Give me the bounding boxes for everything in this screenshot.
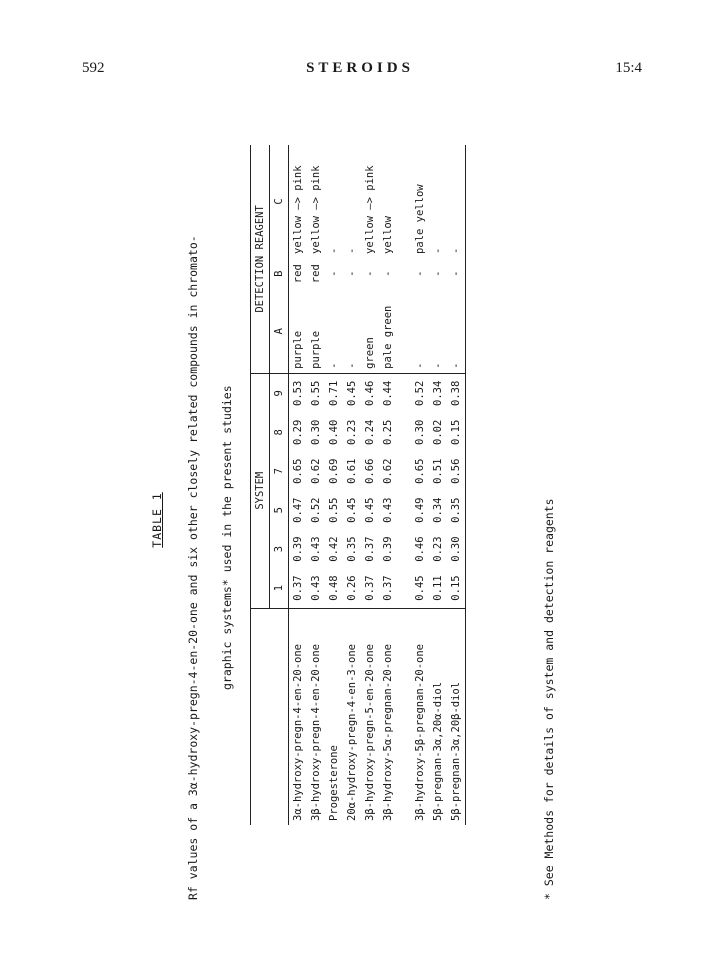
rf-value: 0.15 xyxy=(447,413,466,452)
rf-value: 0.62 xyxy=(310,458,322,484)
rf-value: 0.49 xyxy=(414,497,426,523)
rf-value: 0.15 xyxy=(447,569,466,609)
reagent-color: green xyxy=(361,289,379,373)
reagent-color: - xyxy=(346,247,358,254)
col-system-8: 8 xyxy=(270,413,289,452)
compound-name: Progesterone xyxy=(328,745,340,821)
table-body xyxy=(289,145,466,825)
rotated-table-block xyxy=(150,140,570,900)
rf-value: 0.71 xyxy=(328,380,340,406)
rf-value: 0.39 xyxy=(382,536,394,562)
rf-value: 0.45 xyxy=(411,569,429,609)
table-row xyxy=(289,145,308,825)
col-system-3: 3 xyxy=(270,530,289,569)
reagent-color: - xyxy=(432,247,444,254)
reagent-color: yellow xyxy=(382,216,394,254)
rf-value: 0.56 xyxy=(447,452,466,491)
table-row xyxy=(361,145,379,825)
rf-value: 0.34 xyxy=(432,497,444,523)
rf-value: 0.46 xyxy=(414,536,426,562)
compound-name: 3β-hydroxy-pregn-4-en-20-one xyxy=(310,643,322,821)
reagent-color: purple xyxy=(289,289,308,373)
reagent-color: red xyxy=(292,264,304,284)
rf-value: 0.51 xyxy=(432,458,444,484)
col-reagent-a: A xyxy=(270,289,289,373)
reagent-color: - xyxy=(382,270,394,277)
rf-value: 0.37 xyxy=(364,536,376,562)
journal-title: STEROIDS xyxy=(306,60,414,76)
rf-value: 0.66 xyxy=(364,458,376,484)
rf-value: 0.37 xyxy=(379,569,397,609)
compound-name: 5β-pregnan-3α,20β-diol xyxy=(447,608,466,825)
rf-value: 0.38 xyxy=(447,373,466,413)
rf-value: 0.30 xyxy=(447,530,466,569)
rf-value: 0.30 xyxy=(414,419,426,445)
rf-value: 0.46 xyxy=(364,380,376,406)
rf-value: 0.62 xyxy=(382,458,394,484)
rf-value: 0.43 xyxy=(382,497,394,523)
rf-value: 0.61 xyxy=(346,458,358,484)
table-label: TABLE 1 xyxy=(150,492,164,548)
rf-value: 0.26 xyxy=(343,569,361,609)
rf-value: 0.45 xyxy=(346,380,358,406)
reagent-color: - xyxy=(343,289,361,373)
table-row xyxy=(411,145,429,825)
reagent-color: - xyxy=(364,270,376,277)
reagent-color: yellow —> pink xyxy=(310,165,322,254)
table-row xyxy=(325,145,343,825)
reagent-color: - xyxy=(328,270,340,277)
issue-number: 15:4 xyxy=(615,60,642,76)
rf-value: 0.29 xyxy=(292,419,304,445)
table-row xyxy=(429,145,447,825)
col-system-9: 9 xyxy=(270,373,289,413)
compound-name: 3α-hydroxy-pregn-4-en-20-one xyxy=(292,643,304,821)
rf-value: 0.43 xyxy=(310,536,322,562)
reagent-color: - xyxy=(346,270,358,277)
compound-name: 3β-hydroxy-5α-pregnan-20-one xyxy=(382,643,394,821)
rf-value: 0.42 xyxy=(328,536,340,562)
rf-value: 0.39 xyxy=(292,536,304,562)
compound-name: 5β-pregnan-3α,20α-diol xyxy=(432,681,444,821)
rf-value: 0.35 xyxy=(447,491,466,530)
table-caption xyxy=(176,140,244,900)
rf-value: 0.52 xyxy=(310,497,322,523)
col-reagent-c: C xyxy=(270,145,289,258)
rf-value: 0.24 xyxy=(364,419,376,445)
reagent-color: red xyxy=(310,264,322,284)
table-row xyxy=(447,145,466,825)
compound-name: 20α-hydroxy-pregn-4-en-3-one xyxy=(346,643,358,821)
rf-value: 0.65 xyxy=(292,458,304,484)
header-blank xyxy=(251,608,270,825)
running-head xyxy=(0,60,720,84)
reagent-color: - xyxy=(432,270,444,277)
reagent-group-header: DETECTION REAGENT xyxy=(251,145,270,373)
system-group-header: SYSTEM xyxy=(251,373,270,608)
rf-value: 0.11 xyxy=(429,569,447,609)
rf-value: 0.35 xyxy=(346,536,358,562)
rf-value: 0.55 xyxy=(328,497,340,523)
col-system-7: 7 xyxy=(270,452,289,491)
rf-value: 0.69 xyxy=(328,458,340,484)
rf-value: 0.23 xyxy=(432,536,444,562)
caption-line-1: Rf values of a 3α-hydroxy-pregn-4-en-20-one and six other closely related compounds in chromato- xyxy=(186,235,200,900)
rf-value: 0.47 xyxy=(292,497,304,523)
table-row xyxy=(343,145,361,825)
col-reagent-b: B xyxy=(270,258,289,290)
compound-name: 3β-hydroxy-5β-pregnan-20-one xyxy=(414,643,426,821)
reagent-color: - xyxy=(447,258,466,290)
reagent-color: - xyxy=(414,270,426,277)
reagent-color: - xyxy=(429,289,447,373)
reagent-color: - xyxy=(328,247,340,254)
compound-name: 3β-hydroxy-pregn-5-en-20-one xyxy=(364,643,376,821)
reagent-color: yellow —> pink xyxy=(292,165,304,254)
rf-value: 0.37 xyxy=(289,569,308,609)
rf-value: 0.02 xyxy=(432,419,444,445)
rf-value: 0.37 xyxy=(361,569,379,609)
rf-value: 0.23 xyxy=(346,419,358,445)
reagent-color: - xyxy=(411,289,429,373)
rf-value: 0.44 xyxy=(382,380,394,406)
col-system-1: 1 xyxy=(270,569,289,609)
header-blank-2 xyxy=(270,608,289,825)
table-footnote: * See Methods for details of system and detection reagents xyxy=(542,498,556,900)
page-number: 592 xyxy=(82,60,105,76)
reagent-color: - xyxy=(447,289,466,373)
caption-line-2: graphic systems* used in the present studies xyxy=(220,385,234,690)
rf-value: 0.45 xyxy=(364,497,376,523)
col-system-5: 5 xyxy=(270,491,289,530)
table-row xyxy=(307,145,325,825)
rf-value: 0.53 xyxy=(292,380,304,406)
rf-value: 0.43 xyxy=(307,569,325,609)
rf-value: 0.30 xyxy=(310,419,322,445)
rf-value: 0.40 xyxy=(328,419,340,445)
reagent-color: - xyxy=(325,289,343,373)
reagent-color: pale yellow xyxy=(414,184,426,254)
row-spacer xyxy=(397,145,411,825)
reagent-color: - xyxy=(447,145,466,258)
rf-value: 0.48 xyxy=(325,569,343,609)
reagent-color: yellow —> pink xyxy=(364,165,376,254)
rf-value: 0.45 xyxy=(346,497,358,523)
rf-value: 0.55 xyxy=(310,380,322,406)
rf-value: 0.25 xyxy=(382,419,394,445)
rf-value: 0.52 xyxy=(414,380,426,406)
rf-value: 0.34 xyxy=(432,380,444,406)
rf-values-table xyxy=(250,145,466,825)
reagent-color: pale green xyxy=(379,289,397,373)
reagent-color: purple xyxy=(307,289,325,373)
table-row xyxy=(379,145,397,825)
rf-value: 0.65 xyxy=(414,458,426,484)
